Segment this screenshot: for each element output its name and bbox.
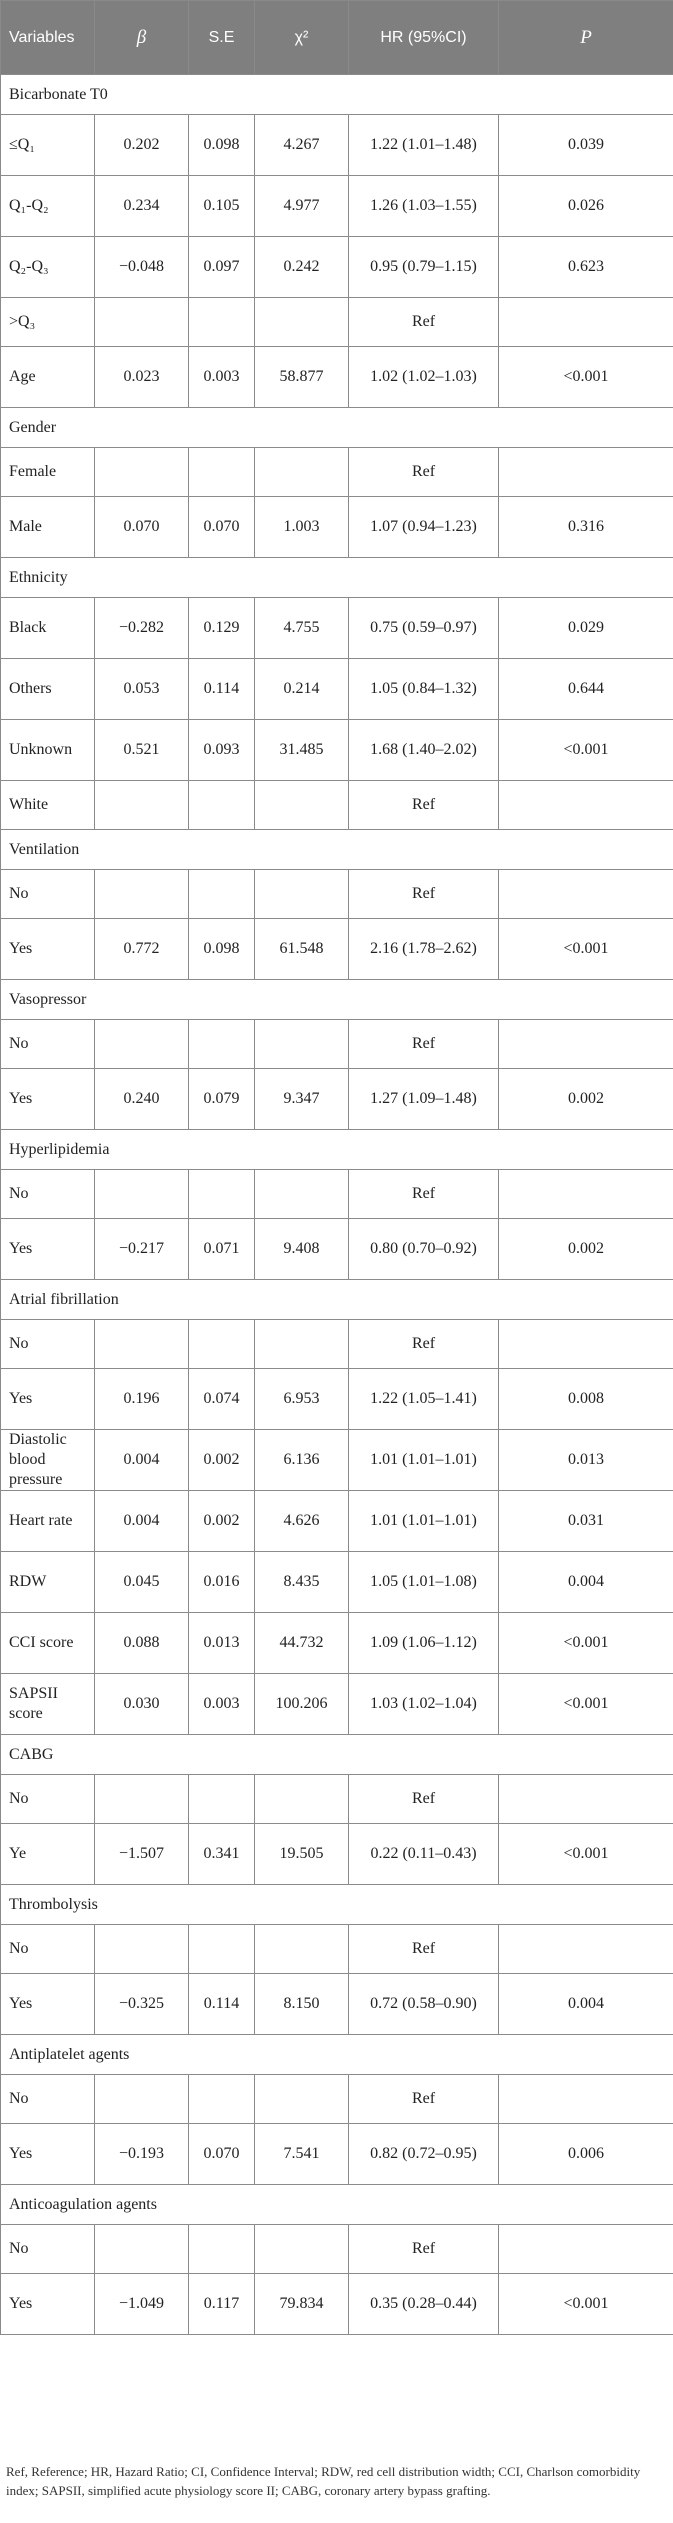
cell-var: No <box>1 2075 95 2124</box>
cell-p: 0.004 <box>499 1974 673 2035</box>
cell-se: 0.079 <box>189 1069 255 1130</box>
cell-p: 0.316 <box>499 497 673 558</box>
cell-hr: 1.02 (1.02–1.03) <box>349 347 499 408</box>
table-row <box>1 1430 673 1491</box>
cell-se: 0.074 <box>189 1369 255 1430</box>
cell-p: 0.006 <box>499 2124 673 2185</box>
cell-hr: 1.07 (0.94–1.23) <box>349 497 499 558</box>
cell-var: Yes <box>1 1219 95 1280</box>
cell-var: ≤Q₁ <box>1 115 95 176</box>
cell-beta: −0.048 <box>95 237 189 298</box>
cell-hr: Ref <box>349 1775 499 1824</box>
cell-beta: 0.045 <box>95 1552 189 1613</box>
cell-var: No <box>1 1020 95 1069</box>
cell-chi2: 4.755 <box>255 598 349 659</box>
table-row <box>1 1613 673 1674</box>
cell-p <box>499 2225 673 2274</box>
cell-var: Yes <box>1 2124 95 2185</box>
cell-var: Others <box>1 659 95 720</box>
cell-p: 0.026 <box>499 176 673 237</box>
cell-se: 0.002 <box>189 1430 255 1491</box>
cell-hr: 0.80 (0.70–0.92) <box>349 1219 499 1280</box>
table-row <box>1 2075 673 2124</box>
group-row <box>1 830 673 870</box>
cell-chi2: 61.548 <box>255 919 349 980</box>
cell-beta: 0.004 <box>95 1430 189 1491</box>
cell-se <box>189 1020 255 1069</box>
table-row <box>1 298 673 347</box>
table-row <box>1 720 673 781</box>
table-row <box>1 1320 673 1369</box>
group-label: Ethnicity <box>1 558 673 598</box>
cell-se <box>189 1170 255 1219</box>
cell-beta: −0.282 <box>95 598 189 659</box>
cell-beta <box>95 1020 189 1069</box>
group-row <box>1 558 673 598</box>
cell-beta <box>95 2075 189 2124</box>
cell-se: 0.002 <box>189 1491 255 1552</box>
table-row <box>1 115 673 176</box>
cell-se <box>189 2075 255 2124</box>
cell-beta: 0.240 <box>95 1069 189 1130</box>
cell-p <box>499 870 673 919</box>
table-footnote: Ref, Reference; HR, Hazard Ratio; CI, Confidence Interval; RDW, red cell distribution width; CCI, Charlson comorbidity index; SAPSII, simplified acute physiology score II; CABG, coronary artery bypass grafting. <box>6 2464 641 2498</box>
cell-beta <box>95 298 189 347</box>
cell-var: Age <box>1 347 95 408</box>
cell-hr: 1.01 (1.01–1.01) <box>349 1430 499 1491</box>
cell-var: RDW <box>1 1552 95 1613</box>
cell-beta: 0.521 <box>95 720 189 781</box>
group-label: Atrial fibrillation <box>1 1280 673 1320</box>
cell-hr: Ref <box>349 298 499 347</box>
cell-chi2: 4.267 <box>255 115 349 176</box>
cell-se: 0.016 <box>189 1552 255 1613</box>
cell-beta: −1.507 <box>95 1824 189 1885</box>
table-row <box>1 1974 673 2035</box>
cell-p: 0.039 <box>499 115 673 176</box>
cell-p <box>499 1925 673 1974</box>
cell-p <box>499 1775 673 1824</box>
cell-chi2 <box>255 2075 349 2124</box>
cell-se: 0.097 <box>189 237 255 298</box>
cell-var: Yes <box>1 2274 95 2335</box>
cell-hr: Ref <box>349 781 499 830</box>
header-chi2: χ² <box>255 1 349 75</box>
cell-chi2 <box>255 781 349 830</box>
cell-p: 0.031 <box>499 1491 673 1552</box>
group-row <box>1 408 673 448</box>
cell-var: Ye <box>1 1824 95 1885</box>
table-row <box>1 1824 673 1885</box>
cell-var: Yes <box>1 1069 95 1130</box>
cell-se: 0.003 <box>189 347 255 408</box>
cell-beta: 0.088 <box>95 1613 189 1674</box>
group-label: Anticoagulation agents <box>1 2185 673 2225</box>
cell-se: 0.117 <box>189 2274 255 2335</box>
group-row <box>1 1735 673 1775</box>
cell-p: <0.001 <box>499 1613 673 1674</box>
cell-p <box>499 2075 673 2124</box>
table-row <box>1 1491 673 1552</box>
cell-hr: 1.22 (1.05–1.41) <box>349 1369 499 1430</box>
table-row <box>1 659 673 720</box>
cell-beta: 0.772 <box>95 919 189 980</box>
cell-se: 0.105 <box>189 176 255 237</box>
cell-var: Female <box>1 448 95 497</box>
group-label: Gender <box>1 408 673 448</box>
cell-p: <0.001 <box>499 720 673 781</box>
table-row <box>1 1775 673 1824</box>
cell-beta <box>95 1925 189 1974</box>
cell-chi2: 6.953 <box>255 1369 349 1430</box>
cell-beta: −1.049 <box>95 2274 189 2335</box>
header-se: S.E <box>189 1 255 75</box>
cell-beta: 0.023 <box>95 347 189 408</box>
table-row <box>1 497 673 558</box>
cell-chi2 <box>255 1320 349 1369</box>
table-body <box>1 75 673 2335</box>
cell-chi2 <box>255 2225 349 2274</box>
cell-beta: −0.193 <box>95 2124 189 2185</box>
cell-chi2: 19.505 <box>255 1824 349 1885</box>
cell-se: 0.341 <box>189 1824 255 1885</box>
group-row <box>1 980 673 1020</box>
cell-p: 0.623 <box>499 237 673 298</box>
cell-hr: Ref <box>349 1320 499 1369</box>
cell-chi2: 58.877 <box>255 347 349 408</box>
cell-se: 0.013 <box>189 1613 255 1674</box>
group-row <box>1 2185 673 2225</box>
cell-var: No <box>1 1170 95 1219</box>
cell-hr: 1.05 (1.01–1.08) <box>349 1552 499 1613</box>
cell-hr: 1.26 (1.03–1.55) <box>349 176 499 237</box>
table-row <box>1 347 673 408</box>
cell-hr: Ref <box>349 1020 499 1069</box>
cell-hr: Ref <box>349 1925 499 1974</box>
cell-chi2: 0.242 <box>255 237 349 298</box>
cell-beta: 0.202 <box>95 115 189 176</box>
table-row <box>1 919 673 980</box>
table-row <box>1 598 673 659</box>
cell-beta: −0.325 <box>95 1974 189 2035</box>
cell-chi2: 1.003 <box>255 497 349 558</box>
group-label: Bicarbonate T0 <box>1 75 673 115</box>
table-row <box>1 1925 673 1974</box>
cell-hr: Ref <box>349 448 499 497</box>
cell-p: 0.008 <box>499 1369 673 1430</box>
cell-se: 0.070 <box>189 2124 255 2185</box>
cell-hr: 0.72 (0.58–0.90) <box>349 1974 499 2035</box>
table-row <box>1 2274 673 2335</box>
cell-chi2 <box>255 1925 349 1974</box>
cell-beta: 0.070 <box>95 497 189 558</box>
cell-se: 0.098 <box>189 115 255 176</box>
cell-p: 0.013 <box>499 1430 673 1491</box>
cell-se: 0.114 <box>189 659 255 720</box>
cell-beta: 0.196 <box>95 1369 189 1430</box>
cell-chi2: 8.150 <box>255 1974 349 2035</box>
group-label: Ventilation <box>1 830 673 870</box>
cell-p: <0.001 <box>499 919 673 980</box>
cell-p <box>499 1020 673 1069</box>
cell-chi2 <box>255 448 349 497</box>
cell-var: No <box>1 1775 95 1824</box>
table-row <box>1 2124 673 2185</box>
cell-se <box>189 870 255 919</box>
cell-var: Yes <box>1 919 95 980</box>
cell-beta: 0.004 <box>95 1491 189 1552</box>
cell-p: 0.029 <box>499 598 673 659</box>
cell-p: 0.004 <box>499 1552 673 1613</box>
cell-chi2: 44.732 <box>255 1613 349 1674</box>
cell-var: Heart rate <box>1 1491 95 1552</box>
cell-var: Q₁-Q₂ <box>1 176 95 237</box>
table-row <box>1 1369 673 1430</box>
cell-chi2: 9.408 <box>255 1219 349 1280</box>
cell-p <box>499 298 673 347</box>
header-hr: HR (95%CI) <box>349 1 499 75</box>
cell-hr: 1.01 (1.01–1.01) <box>349 1491 499 1552</box>
cell-hr: 2.16 (1.78–2.62) <box>349 919 499 980</box>
cell-beta <box>95 1170 189 1219</box>
cell-p: 0.644 <box>499 659 673 720</box>
cell-var: SAPSII score <box>1 1674 95 1735</box>
cell-hr: Ref <box>349 2225 499 2274</box>
cell-hr: 0.22 (0.11–0.43) <box>349 1824 499 1885</box>
cell-chi2 <box>255 1170 349 1219</box>
cell-chi2: 79.834 <box>255 2274 349 2335</box>
cell-se: 0.003 <box>189 1674 255 1735</box>
group-row <box>1 1280 673 1320</box>
cell-p: <0.001 <box>499 1674 673 1735</box>
table-row <box>1 1552 673 1613</box>
cell-chi2 <box>255 870 349 919</box>
cell-beta: 0.053 <box>95 659 189 720</box>
cell-var: >Q₃ <box>1 298 95 347</box>
group-row <box>1 2035 673 2075</box>
group-row <box>1 1885 673 1925</box>
cell-chi2: 6.136 <box>255 1430 349 1491</box>
cell-var: No <box>1 1925 95 1974</box>
header-variables: Variables <box>1 1 95 75</box>
cell-se: 0.070 <box>189 497 255 558</box>
cell-se: 0.093 <box>189 720 255 781</box>
cell-chi2: 9.347 <box>255 1069 349 1130</box>
cell-se <box>189 1925 255 1974</box>
cell-var: Yes <box>1 1369 95 1430</box>
cell-chi2: 4.626 <box>255 1491 349 1552</box>
cell-beta: 0.030 <box>95 1674 189 1735</box>
cell-p: 0.002 <box>499 1069 673 1130</box>
group-label: Thrombolysis <box>1 1885 673 1925</box>
cell-hr: Ref <box>349 870 499 919</box>
cell-chi2: 8.435 <box>255 1552 349 1613</box>
cell-var: No <box>1 2225 95 2274</box>
cell-p: 0.002 <box>499 1219 673 1280</box>
group-label: CABG <box>1 1735 673 1775</box>
cell-hr: 0.82 (0.72–0.95) <box>349 2124 499 2185</box>
cell-var: Black <box>1 598 95 659</box>
cell-beta <box>95 870 189 919</box>
cell-chi2: 0.214 <box>255 659 349 720</box>
cell-chi2: 31.485 <box>255 720 349 781</box>
cell-p <box>499 781 673 830</box>
cell-chi2 <box>255 1020 349 1069</box>
cell-beta <box>95 1320 189 1369</box>
cell-var: Male <box>1 497 95 558</box>
group-row <box>1 1130 673 1170</box>
cell-p <box>499 1320 673 1369</box>
cell-chi2 <box>255 1775 349 1824</box>
group-label: Hyperlipidemia <box>1 1130 673 1170</box>
cell-p <box>499 1170 673 1219</box>
cell-hr: 1.27 (1.09–1.48) <box>349 1069 499 1130</box>
table-row <box>1 2225 673 2274</box>
header-p: P <box>499 1 673 75</box>
table-row <box>1 870 673 919</box>
cell-p: <0.001 <box>499 1824 673 1885</box>
cell-var: Diastolic blood pressure <box>1 1430 95 1491</box>
cell-hr: 1.03 (1.02–1.04) <box>349 1674 499 1735</box>
table-row <box>1 781 673 830</box>
cell-chi2: 100.206 <box>255 1674 349 1735</box>
cell-p: <0.001 <box>499 347 673 408</box>
cell-beta: −0.217 <box>95 1219 189 1280</box>
table-row <box>1 176 673 237</box>
cell-beta: 0.234 <box>95 176 189 237</box>
cell-var: Unknown <box>1 720 95 781</box>
cell-se <box>189 1775 255 1824</box>
cell-hr: 0.95 (0.79–1.15) <box>349 237 499 298</box>
table-row <box>1 1020 673 1069</box>
cell-chi2: 4.977 <box>255 176 349 237</box>
cell-beta <box>95 448 189 497</box>
cell-var: Yes <box>1 1974 95 2035</box>
cell-var: No <box>1 870 95 919</box>
group-row <box>1 75 673 115</box>
cell-hr: 1.05 (0.84–1.32) <box>349 659 499 720</box>
cell-var: No <box>1 1320 95 1369</box>
table-row <box>1 448 673 497</box>
cell-se <box>189 448 255 497</box>
cell-se: 0.114 <box>189 1974 255 2035</box>
cell-var: White <box>1 781 95 830</box>
cell-hr: 0.75 (0.59–0.97) <box>349 598 499 659</box>
table-row <box>1 1674 673 1735</box>
cell-p: <0.001 <box>499 2274 673 2335</box>
cell-beta <box>95 1775 189 1824</box>
cell-hr: Ref <box>349 1170 499 1219</box>
table-row <box>1 237 673 298</box>
cell-hr: 1.09 (1.06–1.12) <box>349 1613 499 1674</box>
cell-se: 0.098 <box>189 919 255 980</box>
table-header <box>1 1 673 75</box>
cell-var: Q₂-Q₃ <box>1 237 95 298</box>
group-label: Antiplatelet agents <box>1 2035 673 2075</box>
cell-chi2 <box>255 298 349 347</box>
table-row <box>1 1069 673 1130</box>
cell-se <box>189 298 255 347</box>
cell-p <box>499 448 673 497</box>
cell-var: CCI score <box>1 1613 95 1674</box>
cell-beta <box>95 2225 189 2274</box>
header-beta: β <box>95 1 189 75</box>
cell-beta <box>95 781 189 830</box>
cell-hr: 1.22 (1.01–1.48) <box>349 115 499 176</box>
table-row <box>1 1170 673 1219</box>
cell-se <box>189 2225 255 2274</box>
cell-se <box>189 781 255 830</box>
cell-hr: 0.35 (0.28–0.44) <box>349 2274 499 2335</box>
cell-hr: Ref <box>349 2075 499 2124</box>
group-label: Vasopressor <box>1 980 673 1020</box>
cell-se <box>189 1320 255 1369</box>
cell-se: 0.129 <box>189 598 255 659</box>
cell-hr: 1.68 (1.40–2.02) <box>349 720 499 781</box>
table-row <box>1 1219 673 1280</box>
cell-chi2: 7.541 <box>255 2124 349 2185</box>
cell-se: 0.071 <box>189 1219 255 1280</box>
